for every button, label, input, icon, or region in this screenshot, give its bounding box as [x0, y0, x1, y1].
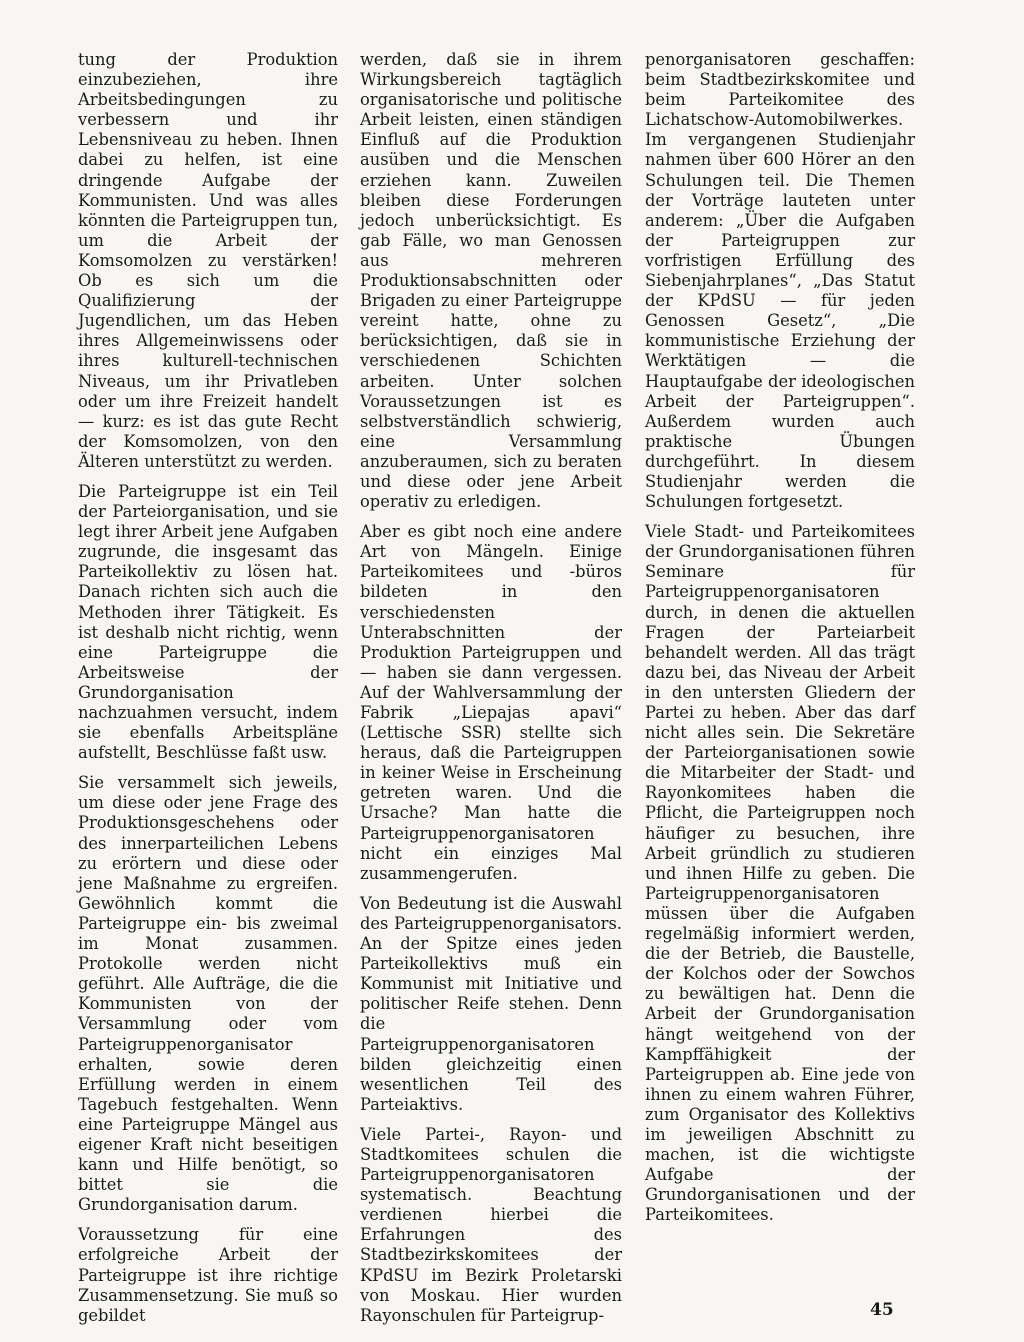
text-column-2 — [360, 50, 622, 1336]
paragraph: Von Bedeutung ist die Auswahl des Parteigruppenorganisators. An der Spitze eines jeden Parteikollektivs muß ein Kommunist mit Initiative und politischer Reife stehen. Denn die Parteigruppenorganisatoren bilden gleichzeitig einen wesentlichen Teil des Parteiaktivs. — [360, 893, 622, 1114]
paragraph: werden, daß sie in ihrem Wirkungsbereich tagtäglich organisatorische und politische Arbeit leisten, einen ständigen Einfluß auf die Produktion ausüben und die Menschen erziehen kann. Zuweilen bleiben diese Forderungen jedoch unberücksichtigt. Es gab Fälle, wo man Genossen aus mehreren Produktionsabschnitten oder Brigaden zu einer Parteigruppe vereint hatte, ohne zu berücksichtigen, daß sie in verschiedenen Schichten arbeiten. Unter solchen Voraussetzungen ist es selbstverständlich schwierig, eine Versammlung anzuberaumen, sich zu beraten und diese oder jene Arbeit operativ zu erledigen. — [360, 50, 622, 512]
paragraph: Sie versammelt sich jeweils, um diese oder jene Frage des Produktionsgeschehens oder des innerparteilichen Lebens zu erörtern und diese oder jene Maßnahme zu ergreifen. Gewöhnlich kommt die Parteigruppe ein- bis zweimal im Monat zusammen. Protokolle werden nicht geführt. Alle Aufträge, die die Kommunisten von der Versammlung oder vom Parteigruppenorganisator erhalten, sowie deren Erfüllung werden in einem Tagebuch festgehalten. Wenn eine Parteigruppe Mängel aus eigener Kraft nicht beseitigen kann und Hilfe benötigt, so bittet sie die Grundorganisation darum. — [78, 773, 338, 1215]
paragraph: penorganisatoren geschaffen: beim Stadtbezirkskomitee und beim Parteikomitee des Lichatschow-Automobilwerkes. Im vergangenen Studienjahr nahmen über 600 Hörer an den Schulungen teil. Die Themen der Vorträge lauteten unter anderem: „Über die Aufgaben der Parteigruppen zur vorfristigen Erfüllung des Siebenjahrplanes“, „Das Statut der KPdSU — für jeden Genossen Gesetz“, „Die kommunistische Erziehung der Werktätigen — die Hauptaufgabe der ideologischen Arbeit der Parteigruppen“. Außerdem wurden auch praktische Übungen durchgeführt. In diesem Studienjahr werden die Schulungen fortgesetzt. — [645, 50, 915, 512]
paragraph: tung der Produktion einzubeziehen, ihre Arbeitsbedingungen zu verbessern und ihr Lebensniveau zu heben. Ihnen dabei zu helfen, ist eine dringende Aufgabe der Kommunisten. Und was alles könnten die Parteigruppen tun, um die Arbeit der Komsomolzen zu verstärken! Ob es sich um die Qualifizierung der Jugendlichen, um das Heben ihres Allgemeinwissens oder ihres kulturell-technischen Niveaus, um ihr Privatleben oder um ihre Freizeit handelt — kurz: es ist das gute Recht der Komsomolzen, von den Älteren unterstützt zu werden. — [78, 50, 338, 471]
text-column-1 — [78, 50, 338, 1336]
paragraph: Voraussetzung für eine erfolgreiche Arbeit der Parteigruppe ist ihre richtige Zusammensetzung. Sie muß so gebildet — [78, 1225, 338, 1325]
paragraph: Aber es gibt noch eine andere Art von Mängeln. Einige Parteikomitees und -büros bildeten in den verschiedensten Unterabschnitten der Produktion Parteigruppen und — haben sie dann vergessen. Auf der Wahlversammlung der Fabrik „Liepajas apavi“ (Lettische SSR) stellte sich heraus, daß die Parteigruppen in keiner Weise in Erscheinung getreten waren. Und die Ursache? Man hatte die Parteigruppenorganisatoren nicht ein einziges Mal zusammengerufen. — [360, 522, 622, 883]
page-number: 45 — [870, 1300, 894, 1320]
paragraph: Viele Stadt- und Parteikomitees der Grundorganisationen führen Seminare für Parteigruppenorganisatoren durch, in denen die aktuellen Fragen der Parteiarbeit behandelt werden. All das trägt dazu bei, das Niveau der Arbeit in den untersten Gliedern der Partei zu heben. Aber das darf nicht alles sein. Die Sekretäre der Parteiorganisationen sowie die Mitarbeiter der Stadt- und Rayonkomitees haben die Pflicht, die Parteigruppen noch häufiger zu besuchen, ihre Arbeit gründlich zu studieren und ihnen Hilfe zu geben. Die Parteigruppenorganisatoren müssen über die Aufgaben regelmäßig informiert werden, die der Betrieb, die Baustelle, der Kolchos oder der Sowchos zu bewältigen hat. Denn die Arbeit der Grundorganisation hängt weitgehend von der Kampffähigkeit der Parteigruppen ab. Eine jede von ihnen zu einem wahren Führer, zum Organisator des Kollektivs im jeweiligen Abschnitt zu machen, ist die wichtigste Aufgabe der Grundorganisationen und der Parteikomitees. — [645, 522, 915, 1225]
text-column-3 — [645, 50, 915, 1235]
paragraph: Viele Partei-, Rayon- und Stadtkomitees schulen die Parteigruppenorganisatoren systematisch. Beachtung verdienen hierbei die Erfahrungen des Stadtbezirkskomitees der KPdSU im Bezirk Proletarski von Moskau. Hier wurden Rayonschulen für Parteigrup- — [360, 1124, 622, 1325]
paragraph: Die Parteigruppe ist ein Teil der Parteiorganisation, und sie legt ihrer Arbeit jene Aufgaben zugrunde, die insgesamt das Parteikollektiv zu lösen hat. Danach richten sich auch die Methoden ihrer Tätigkeit. Es ist deshalb nicht richtig, wenn eine Parteigruppe die Arbeitsweise der Grundorganisation nachzuahmen versucht, indem sie ebenfalls Arbeitspläne aufstellt, Beschlüsse faßt usw. — [78, 481, 338, 763]
